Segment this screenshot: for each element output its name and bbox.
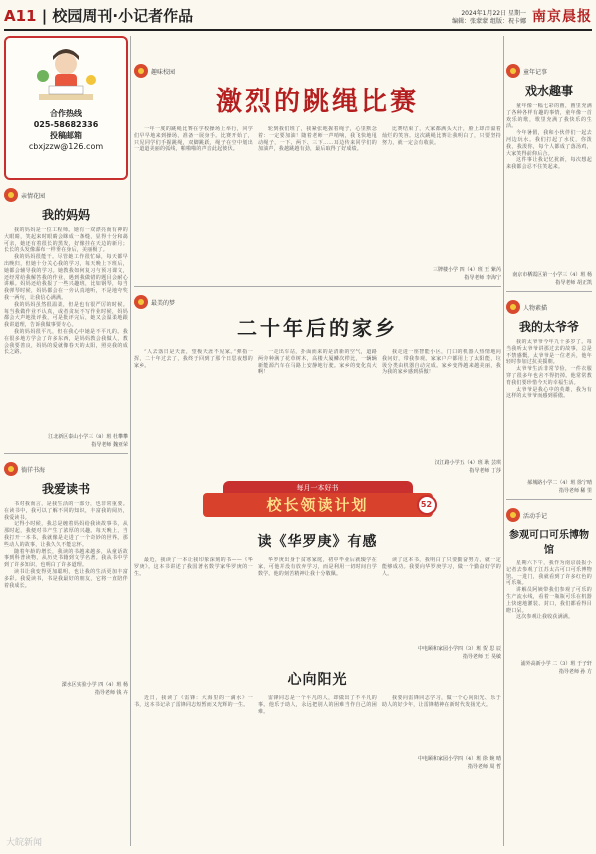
newspaper-logo: 南京晨报 [532, 9, 592, 25]
teacher-line: 指导老师 钱 卉 [94, 690, 128, 696]
teacher-line: 指导老师 丁莎 [469, 468, 501, 474]
hotline-number: 025-58682336 [33, 120, 99, 129]
column-tag: 人物素描 [506, 300, 592, 314]
tag-icon [506, 64, 520, 78]
article-body: “人去落日是天涯，望极天涯不见家。”弹指一挥，二十年过去了，我终于回到了那个日思夜想的家乡。 一走出车站，扑面而来的是清新的空气，道路两旁种满了花草树木，高楼大厦鳞次栉比，一辆辆新能源汽车在马路上安静地行驶。家乡的变化真大啊！ 我走进一座智能小区，门口的机器人热情地向我问好，带我参观。家家户户都用上了太阳能，垃圾分类由机器自动完成。家乡变得越来越美丽，我为我的家乡感到骄傲！ [134, 349, 501, 376]
author-line: 三牌楼小学 四（4）班 王 紫芮 [433, 267, 501, 273]
teacher-line: 指导老师 胡正凯 [555, 280, 592, 286]
teacher-line: 指导老师 周 哲 [467, 764, 501, 770]
submission-email: cbxjzzw@126.com [28, 142, 104, 151]
author-line: 江北新区泰山小学三（8）班 杜攀攀 [48, 434, 128, 440]
left-column [4, 36, 128, 846]
article-title: 我的妈妈 [41, 208, 90, 222]
column-tag: 徜徉书海 [4, 462, 128, 476]
article-title: 读《华罗庚》有感 [257, 534, 378, 550]
column-tag: 活动手记 [506, 508, 592, 522]
column-tag: 趣味校园 [134, 64, 501, 78]
article-body: 书对我而言，是我生活的一部分，也非常重要。在读书中，我可以了解不同的知识，丰富我的阅历，我爱读书。 记得小时候，我总是缠着妈妈给我读故事书，从那时起，我便对书产生了浓厚的兴趣。每天晚上，当我打开一本书，我就像是走进了一个奇妙的世界。那些动人的故事，让我久久不能忘怀。 随着年龄的增长，我读的书越来越多，从童话故事到科普读物，从历史书籍到文学名著。我从书中学到了许多知识，也明白了许多道理。 读书让我变得更加聪明，也让我的生活更加丰富多彩。我爱读书，书是我最好的朋友，它将一直陪伴着我成长。 [4, 501, 128, 589]
article-body: 最近，我读了一本让我印象深刻的书——《华罗庚》。这本书讲述了我国著名数学家华罗庚的一生。 华罗庚出身于贫寒家庭，初中毕业后就辍学在家，可他并没有放弃学习，而是利用一切时间自学数学。他的刻苦精神让我十分敬佩。 读了这本书，我明白了只要勤奋努力，就一定能够成功。我要向华罗庚学习，做一个勤奋好学的人。 [134, 557, 501, 577]
book-banner [203, 481, 433, 527]
article-body: 一年一度的跳绳比赛在学校操场上举行，同学们早早地来到操场，准备一展身手。比赛开始了，只见同学们手握跳绳，双脚跳跃，绳子在空中划出一道道美丽的弧线，啪啪啪的声音此起彼伏。 轮到我们班了，我紧张地握着绳子，心里默念着：一定要加油！随着老师一声哨响，我飞快地甩动绳子，一下、两下、三下……耳边传来同学们的加油声，我越跳越有劲，最后取得了好成绩。 比赛结束了，大家都满头大汗，脸上却洋溢着灿烂的笑容。这次跳绳比赛让我明白了，只要坚持努力，就一定会有收获。 [134, 126, 501, 153]
article-title: 激烈的跳绳比赛 [215, 87, 419, 117]
page-header [4, 3, 592, 31]
page-section: A11 | 校园周刊·小记者作品 [4, 7, 194, 25]
author-line: 汉江路小学五（4）班 耿 芸琪 [434, 460, 501, 466]
author-line: 溧水区实验小学 四（4）班 杨 [61, 682, 128, 688]
article-title: 二十年后的家乡 [237, 316, 398, 340]
article-body: 我的妈妈是一位工程师。她有一双漂亮而有神的大眼睛，笑起来时眼睛会眯成一条缝，显得十分和蔼可亲，她还有着很长的黑发，好像挂在天边的新月；长长的头发像瀑布一样垂在身后，美丽极了。 我的妈妈很能干。尽管她工作很忙碌，每天都早出晚归，但她十分关心我的学习，每天晚上下班后，她都会辅导我的学习。她教我如何复习与预习课文，还经常给我解答我的作业，遇到我做错的题目会耐心讲解。妈妈还给我报了一些兴趣班，比如钢琴，每当我弹琴时候，妈妈都会在一旁认真地听，不是地夸奖我一两句，让我信心满满。 我的妈妈虽然很温柔，但是也有很严厉的时候。每当我做作业不认真，或者贪玩不写作业时候，妈妈都会大声地批评我，可是批评完后，她又会温柔地跟我讲道理，告诉我做事要专心。 我的妈妈很平凡，但在我心中她是不平凡的。我在很多地方学会了许多东西，是妈妈教会我做人，教会我要善良，妈妈的爱就像春天的太阳，照亮我的成长之路。 [4, 227, 128, 356]
author-line: 中电颐和家园小学四（3）班 贺 思 辰 [418, 646, 501, 652]
author-line: 中电颐和家园小学四（4）班 徐 婉 晴 [418, 756, 501, 762]
watermark: 大皖新闻 [6, 838, 43, 848]
issue-date: 2024年1月22日 星期一 [461, 10, 526, 17]
column-tag: 亲情花园 [4, 188, 128, 202]
article-body: 近日，我读了《雷锋：大海里的一滴水》一书，这本书记录了雷锋同志短暂而又光辉的一生。 雷锋同志是一个平凡的人，却做出了不平凡的事。他乐于助人，永远把别人的困难当作自己的困难。 我要向雷锋同志学习，做一个心向阳光、乐于助人的好少年，让雷锋精神在新时代发扬光大。 [134, 695, 501, 715]
banner-issue-number: 52 [417, 495, 437, 515]
banner-main-label: 校长领读计划 [203, 493, 433, 517]
tag-icon [134, 64, 148, 78]
tag-icon [506, 508, 520, 522]
student-illustration-icon [12, 44, 120, 108]
article-title: 我爱读书 [41, 482, 90, 496]
middle-column [134, 36, 501, 846]
article-body: 我的太爷爷今年九十多岁了。每当我听太爷爷讲那过去的故事，总是不禁感慨。太爷爷是一位老兵，他年轻时参加过抗美援朝。 太爷爷生活非常节俭，一件衣服穿了很多年也舍不得扔掉。他常常教育我们要珍惜今天的幸福生活。 太爷爷是我心中的英雄，我为有这样的太爷爷而感到骄傲。 [506, 339, 592, 400]
column-tag: 最美的梦 [134, 295, 501, 309]
hotline-label: 合作热线 [50, 109, 82, 118]
right-column [506, 36, 592, 846]
article-body: 童年像一幅七彩的画，画里充满了各种各样有趣的事情，童年像一首欢乐的歌，歌里充满了我快乐的生活。 今年暑假，我和小伙伴们一起去河边玩水。我们打起了水仗，你泼我，我泼你，每个人都成了落汤鸡，大家笑得前仰后合。 这件事让我记忆犹新，每次想起来我都会忍不住笑起来。 [506, 103, 592, 171]
teacher-line: 指导老师 王 昊敏 [462, 654, 501, 660]
teacher-line: 指导老师 李海宁 [464, 275, 501, 281]
tag-icon [4, 462, 18, 476]
teacher-line: 指导老师 稀 里 [558, 488, 592, 494]
tag-icon [4, 188, 18, 202]
page-number: A11 [4, 7, 37, 25]
teacher-line: 指导老师 魏亚荣 [91, 442, 128, 448]
author-line: 郝城路小学二（4）班 徐宁晴 [527, 480, 592, 486]
promo-box [4, 36, 128, 180]
author-line: 浦外高新小学 二（3）班 于子轩 [520, 661, 592, 667]
article-title: 心向阳光 [287, 672, 348, 688]
article-title: 戏水趣事 [524, 84, 573, 98]
section-title: 校园周刊·小记者作品 [52, 7, 194, 25]
column-tag: 童年记事 [506, 64, 592, 78]
tag-icon [134, 295, 148, 309]
author-line: 南京市栖霞区第一小学三（4）班 杨 [512, 272, 592, 278]
tag-icon [506, 300, 520, 314]
banner-top-label: 每月一本好书 [223, 481, 413, 495]
article-title: 我的太爷爷 [518, 320, 579, 334]
teacher-line: 指导老师 孙 方 [558, 669, 592, 675]
article-body: 星期六下午，我作为南京晨报小记者去参观了江苏太古可口可乐博物馆。一进门，我就看到了许多红色的可乐瓶。 讲解员阿姨带我们参观了可乐的生产流水线，看着一瓶瓶可乐在机器上快速地灌装、封口，我们都看得目瞪口呆。 这次参观让我收获满满。 [506, 560, 592, 621]
email-label: 投稿邮箱 [50, 131, 82, 140]
editor-credits: 编辑：张蒙蒙 组版：祝卡娜 [452, 18, 526, 25]
article-title: 参观可口可乐博物馆 [509, 530, 589, 556]
